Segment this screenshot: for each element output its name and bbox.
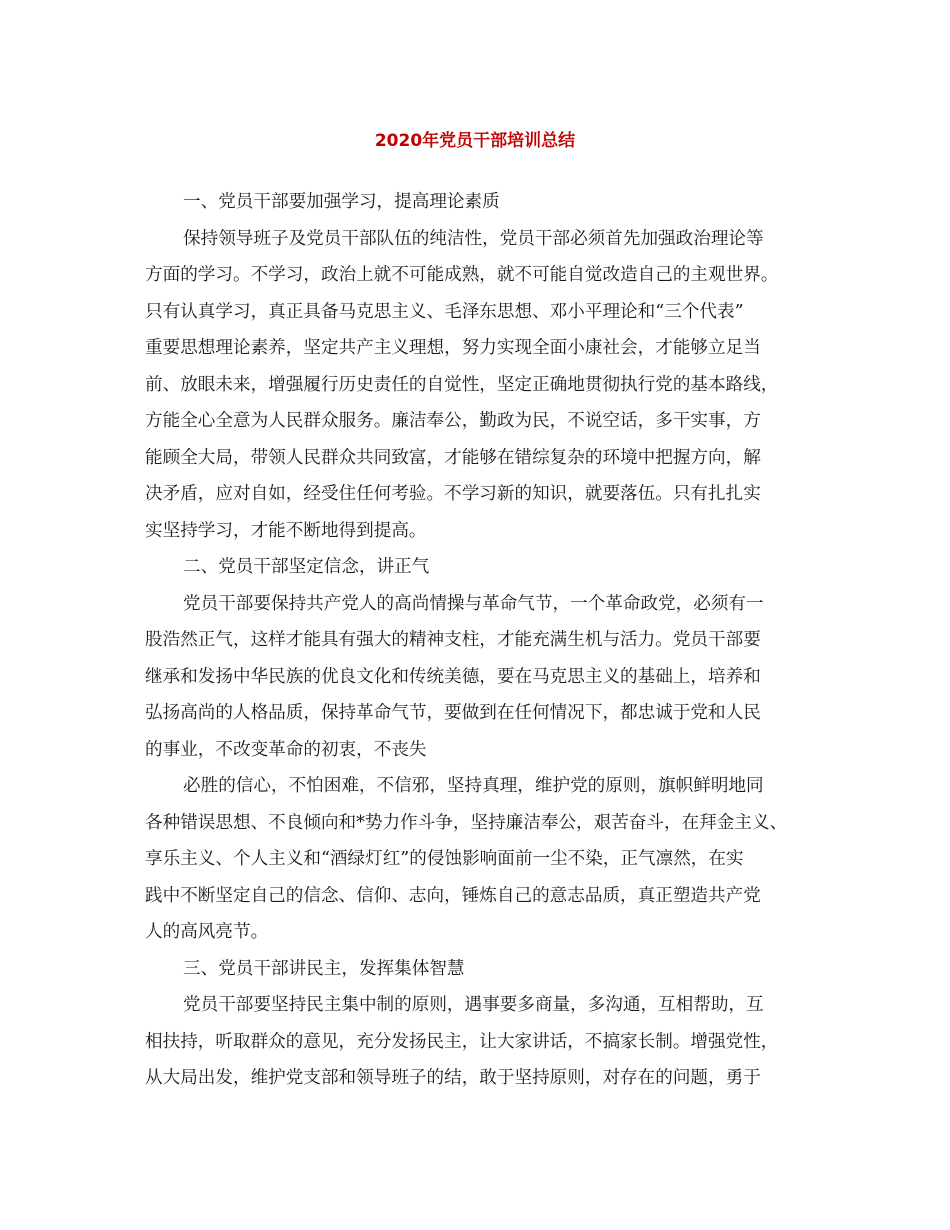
text-line: 弘扬高尚的人格品质，保持革命气节，要做到在任何情况下，都忠诚于党和人民 [145, 703, 761, 723]
text-line: 相扶持，听取群众的意见，充分发扬民主，让大家讲话，不搞家长制。增强党性， [145, 1031, 779, 1052]
text-line: 党员干部要坚持民主集中制的原则，遇事要多商量，多沟通，互相帮助，互 [183, 995, 764, 1015]
text-line: 重要思想理论素养，坚定共产主义理想，努力实现全面小康社会，才能够立足当 [145, 338, 761, 358]
text-line: 能顾全大局，带领人民群众共同致富，才能够在错综复杂的环境中把握方向，解 [145, 447, 761, 468]
text-line: 只有认真学习，真正具备马克思主义、毛泽东思想、邓小平理论和“三个代表” [145, 301, 744, 322]
text-line: 享乐主义、个人主义和“酒绿灯红”的侵蚀影响面前一尘不染，正气凛然，在实 [145, 849, 744, 869]
text-line: 前、放眼未来，增强履行历史责任的自觉性，坚定正确地贯彻执行党的基本路线， [145, 374, 779, 395]
document-title: 2020年党员干部培训总结 [374, 131, 576, 151]
text-line: 一、党员干部要加强学习，提高理论素质 [183, 192, 500, 212]
text-line: 实坚持学习，才能不断地得到提高。 [145, 520, 427, 541]
text-line: 二、党员干部坚定信念，讲正气 [183, 557, 430, 577]
text-line: 三、党员干部讲民主，发挥集体智慧 [183, 958, 465, 979]
text-line: 践中不断坚定自己的信念、信仰、志向，锤炼自己的意志品质，真正塑造共产党 [145, 885, 761, 906]
text-line: 决矛盾，应对自如，经受住任何考验。不学习新的知识，就要落伍。只有扎扎实 [145, 484, 761, 504]
text-line: 方能全心全意为人民群众服务。廉洁奉公，勤政为民，不说空话，多干实事，方 [145, 411, 761, 431]
text-line: 党员干部要保持共产党人的高尚情操与革命气节，一个革命政党，必须有一 [183, 593, 764, 614]
text-line: 股浩然正气，这样才能具有强大的精神支柱，才能充满生机与活力。党员干部要 [145, 630, 761, 650]
text-line: 各种错误思想、不良倾向和*势力作斗争，坚持廉洁奉公，艰苦奋斗，在拜金主义、 [145, 812, 788, 833]
document-body [145, 184, 835, 1097]
text-line: 保持领导班子及党员干部队伍的纯洁性，党员干部必须首先加强政治理论等 [183, 228, 764, 249]
text-line: 方面的学习。不学习，政治上就不可能成熟，就不可能自觉改造自己的主观世界。 [145, 265, 779, 285]
text-line: 的事业，不改变革命的初衷，不丧失 [145, 739, 427, 760]
text-line: 继承和发扬中华民族的优良文化和传统美德，要在马克思主义的基础上，培养和 [145, 666, 761, 687]
text-line: 必胜的信心，不怕困难，不信邪，坚持真理，维护党的原则，旗帜鲜明地同 [183, 776, 764, 796]
text-line: 人的高风亮节。 [145, 922, 269, 942]
text-line: 从大局出发，维护党支部和领导班子的结，敢于坚持原则，对存在的问题，勇于 [145, 1068, 761, 1088]
